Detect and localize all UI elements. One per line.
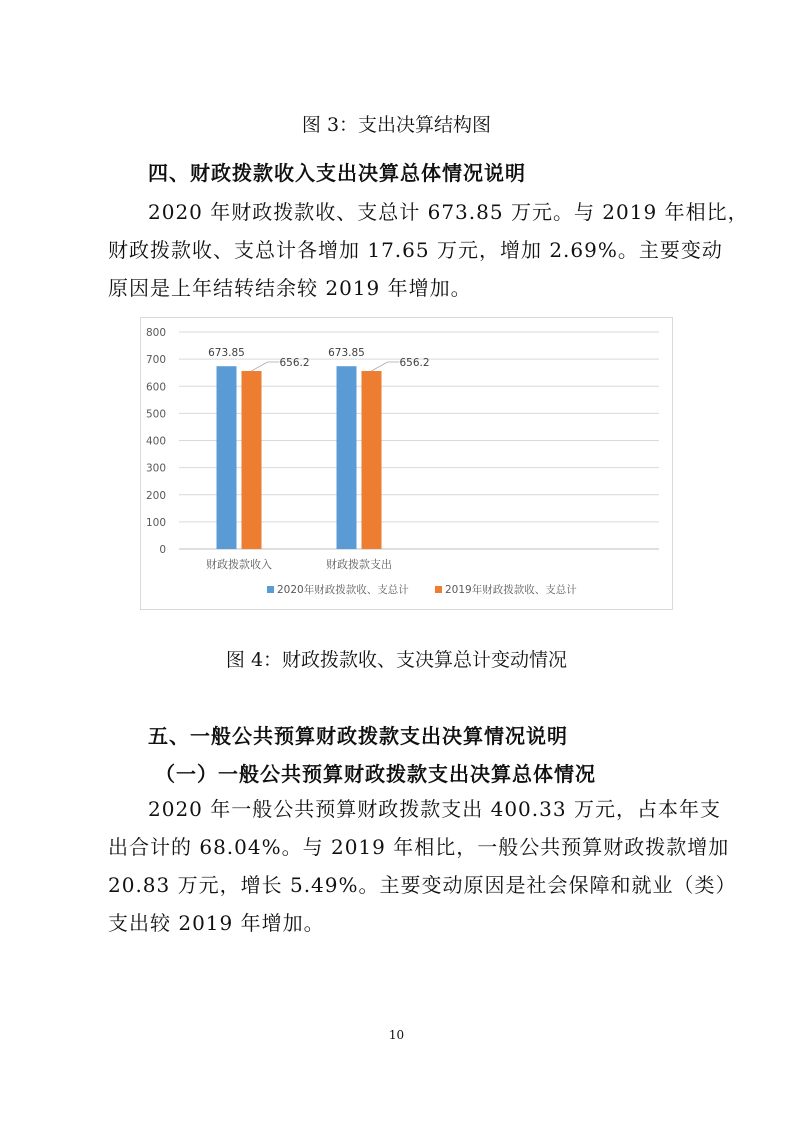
bar bbox=[217, 366, 237, 549]
bar bbox=[337, 366, 357, 549]
section-4-heading: 四、财政拨款收入支出决算总体情况说明 bbox=[148, 161, 526, 185]
y-tick-label: 600 bbox=[145, 381, 166, 394]
y-tick-label: 100 bbox=[145, 516, 166, 529]
y-tick-label: 300 bbox=[145, 462, 166, 475]
y-tick-label: 500 bbox=[145, 408, 166, 421]
data-label: 656.2 bbox=[399, 357, 430, 370]
x-tick-label: 财政拨款支出 bbox=[326, 558, 392, 571]
paragraph-line: 财政拨款收、支总计各增加 17.65 万元，增加 2.69%。主要变动 bbox=[108, 238, 723, 262]
bar bbox=[362, 371, 382, 549]
paragraph-line: 2020 年一般公共预算财政拨款支出 400.33 万元，占本年支 bbox=[148, 797, 721, 821]
data-label: 673.85 bbox=[328, 347, 365, 360]
section-5-paragraph bbox=[108, 790, 737, 942]
data-label: 656.2 bbox=[279, 357, 310, 370]
paragraph-line: 原因是上年结转结余较 2019 年增加。 bbox=[108, 276, 472, 300]
bar bbox=[242, 371, 262, 549]
bar-chart bbox=[141, 318, 672, 609]
paragraph-line: 20.83 万元，增长 5.49%。主要变动原因是社会保障和就业（类） bbox=[108, 873, 737, 897]
figure-4-caption: 图 4：财政拨款收、支决算总计变动情况 bbox=[225, 649, 568, 671]
y-tick-label: 400 bbox=[145, 435, 166, 448]
data-label-leader bbox=[372, 362, 400, 371]
section-5-subheading: （一）一般公共预算财政拨款支出决算总体情况 bbox=[155, 762, 596, 786]
x-tick-label: 财政拨款收入 bbox=[206, 558, 272, 571]
data-label: 673.85 bbox=[208, 347, 245, 360]
data-label-leader bbox=[252, 362, 280, 371]
paragraph-line: 2020 年财政拨款收、支总计 673.85 万元。与 2019 年相比， bbox=[148, 200, 749, 224]
y-tick-label: 0 bbox=[159, 544, 166, 556]
paragraph-line: 支出较 2019 年增加。 bbox=[108, 911, 325, 935]
legend-entry: 2019年财政拨款收、支总计 bbox=[445, 584, 577, 596]
y-tick-label: 200 bbox=[145, 489, 166, 502]
legend-swatch bbox=[435, 586, 442, 593]
page-number: 10 bbox=[388, 1028, 405, 1042]
bar-chart-container bbox=[140, 317, 673, 610]
legend-entry: 2020年财政拨款收、支总计 bbox=[277, 584, 409, 596]
section-5-heading: 五、一般公共预算财政拨款支出决算情况说明 bbox=[148, 724, 568, 748]
paragraph-line: 出合计的 68.04%。与 2019 年相比，一般公共预算财政拨款增加 bbox=[108, 835, 730, 859]
y-tick-label: 800 bbox=[145, 327, 166, 339]
y-tick-label: 700 bbox=[145, 354, 166, 367]
figure-3-caption: 图 3：支出决算结构图 bbox=[301, 114, 492, 136]
legend-swatch bbox=[267, 586, 274, 593]
section-4-paragraph bbox=[108, 193, 749, 307]
